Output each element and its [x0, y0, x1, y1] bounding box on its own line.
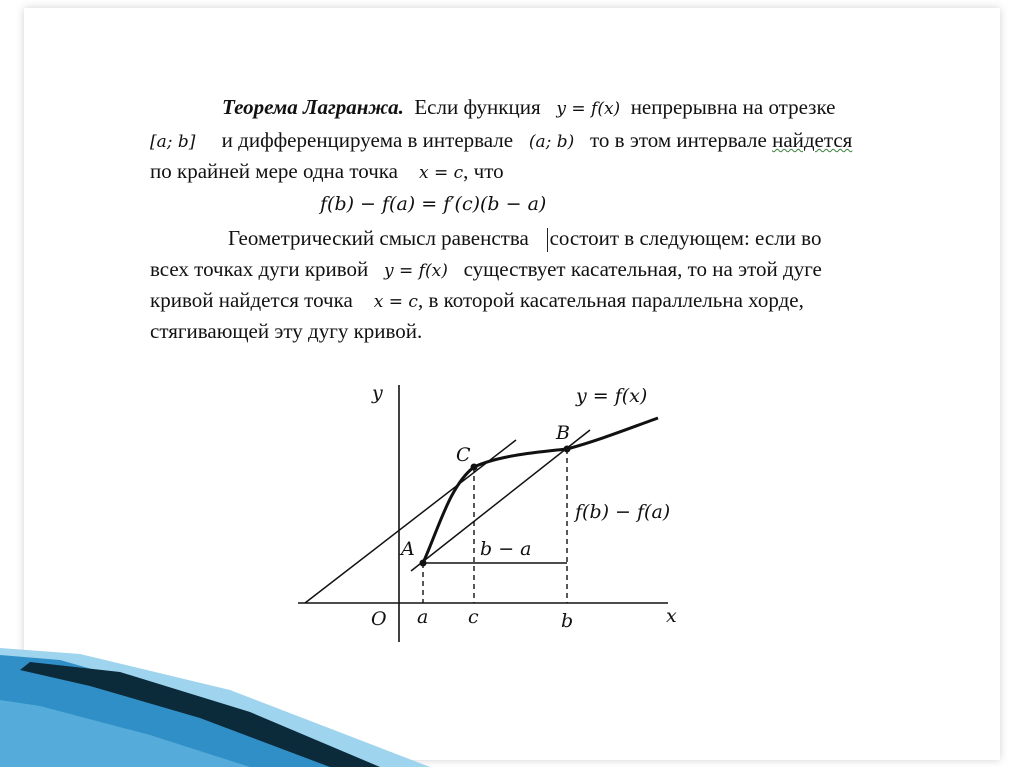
text-fragment: стягивающей эту дугу кривой. — [150, 319, 423, 343]
math-fragment: x = c — [419, 163, 464, 183]
origin-label: O — [371, 608, 387, 630]
text-fragment: , в которой касательная параллельна хорде, — [417, 288, 804, 312]
tick-a-label: a — [417, 606, 429, 628]
tick-b-label: b — [561, 610, 574, 632]
b-minus-a-label: b − a — [480, 538, 532, 560]
point-b-label: B — [556, 422, 570, 444]
text-fragment: непрерывна на отрезке — [630, 95, 836, 119]
text-fragment: то в этом интервале — [590, 128, 767, 152]
theorem-title: Теорема Лагранжа. — [222, 95, 404, 119]
text-fragment: Геометрический смысл равенства — [228, 226, 529, 250]
text-fragment: существует касательная, то на этой дуге — [463, 257, 822, 281]
curve-label: y = f(x) — [576, 385, 648, 407]
fb-minus-fa-label: f(b) − f(a) — [575, 501, 671, 523]
y-axis-label: y — [372, 382, 383, 404]
point-a-label: A — [401, 538, 415, 560]
text-fragment: по крайней мере одна точка — [150, 159, 398, 183]
math-fragment: y = f(x) — [556, 99, 621, 119]
math-fragment: [a; b] — [150, 132, 196, 152]
tick-c-label: c — [468, 606, 479, 628]
text-fragment: Если функция — [414, 95, 541, 119]
spellcheck-word: найдется — [772, 128, 853, 152]
math-fragment: x = c — [373, 292, 418, 312]
text-fragment: и дифференцируема в интервале — [221, 128, 514, 152]
text-fragment: состоит в следующем: если во — [549, 226, 822, 250]
formula: f(b) − f(a) = f′(c)(b − a) — [320, 193, 547, 215]
math-fragment: (a; b) — [528, 132, 575, 152]
point-c-label: C — [456, 444, 471, 466]
text-fragment: всех точках дуги кривой — [150, 257, 369, 281]
text-fragment: кривой найдется точка — [150, 288, 353, 312]
x-axis-label: x — [666, 605, 677, 627]
math-fragment: y = f(x) — [384, 261, 448, 281]
text-fragment: , что — [463, 159, 504, 183]
